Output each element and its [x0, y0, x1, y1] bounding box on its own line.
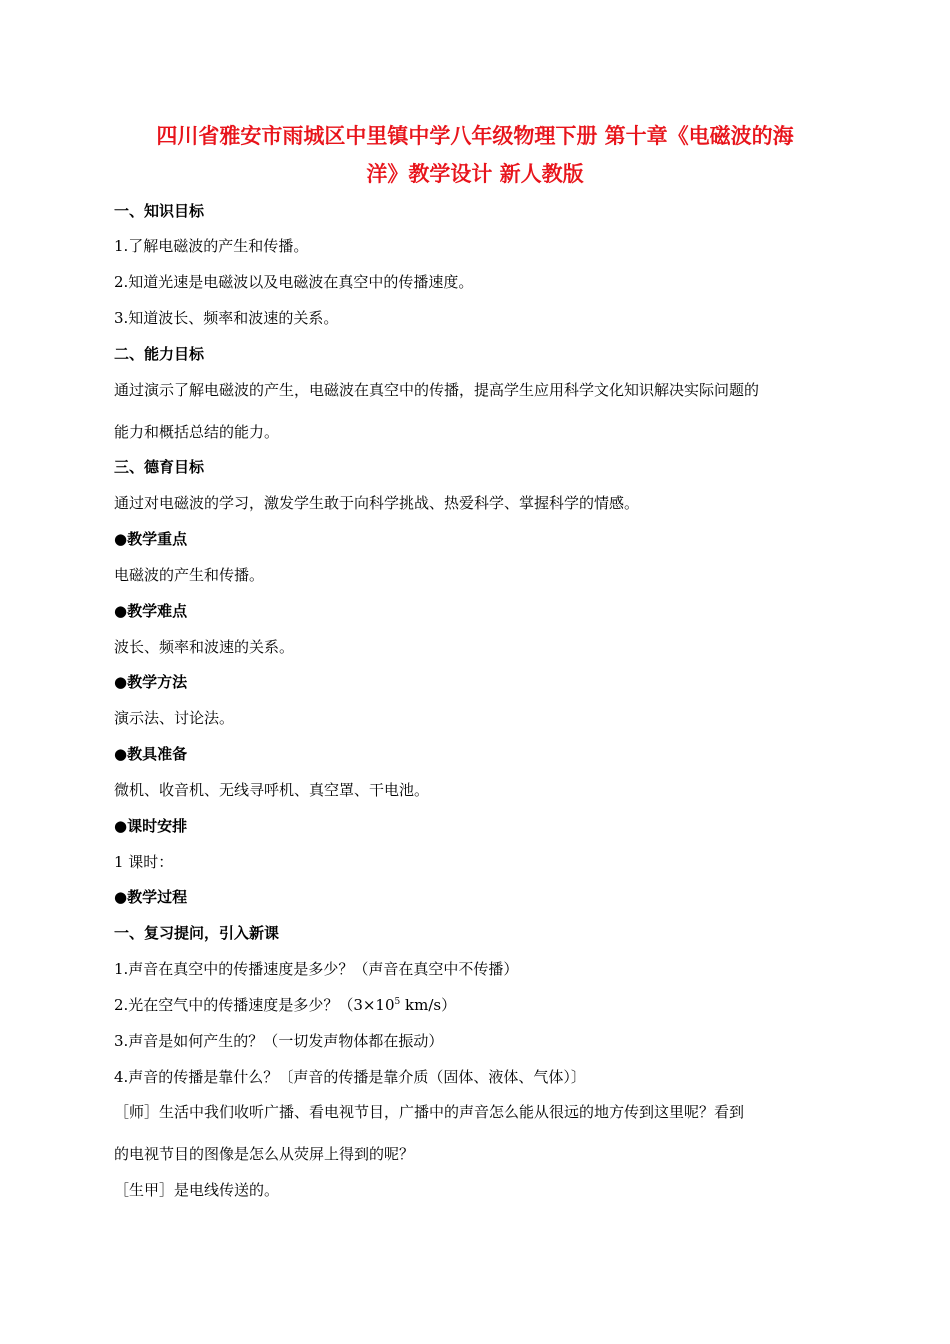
moral-text: 通过对电磁波的学习，激发学生敢于向科学挑战、热爱科学、掌握科学的情感。 — [114, 494, 640, 512]
review-question-2-text: 2.光在空气中的传播速度是多少？（3×10 — [114, 996, 395, 1014]
knowledge-item-1: 1.了解电磁波的产生和传播。 — [114, 237, 309, 255]
method-text: 演示法、讨论法。 — [114, 709, 235, 727]
knowledge-heading: 一、知识目标 — [114, 202, 205, 220]
schedule-heading: ●课时安排 — [114, 817, 188, 835]
tools-text: 微机、收音机、无线寻呼机、真空罩、干电池。 — [114, 781, 430, 799]
knowledge-item-2: 2.知道光速是电磁波以及电磁波在真空中的传播速度。 — [114, 273, 474, 291]
tools-heading: ●教具准备 — [114, 745, 188, 763]
exponent: 5 — [394, 997, 401, 1007]
teacher-remark-line-1: ［师］生活中我们收听广播、看电视节目，广播中的声音怎么能从很远的地方传到这里呢？看到 — [114, 1103, 745, 1121]
knowledge-item-3: 3.知道波长、频率和波速的关系。 — [114, 309, 339, 327]
ability-text-line-2: 能力和概括总结的能力。 — [114, 423, 280, 441]
method-heading: ●教学方法 — [114, 673, 188, 691]
schedule-text: 1 课时： — [114, 853, 174, 871]
ability-heading: 二、能力目标 — [114, 345, 205, 363]
key-point-text: 电磁波的产生和传播。 — [114, 566, 265, 584]
review-question-1: 1.声音在真空中的传播速度是多少？（声音在真空中不传播） — [114, 960, 519, 978]
process-subheading: 一、复习提问，引入新课 — [114, 924, 280, 942]
ability-text-line-1: 通过演示了解电磁波的产生，电磁波在真空中的传播，提高学生应用科学文化知识解决实际问题的 — [114, 381, 760, 399]
difficulty-heading: ●教学难点 — [114, 602, 188, 620]
process-heading: ●教学过程 — [114, 888, 188, 906]
review-question-4: 4.声音的传播是靠什么？〔声音的传播是靠介质（固体、液体、气体）〕 — [114, 1068, 586, 1086]
key-point-heading: ●教学重点 — [114, 530, 188, 548]
review-question-2 — [114, 994, 456, 1016]
teacher-remark-line-2: 的电视节目的图像是怎么从荧屏上得到的呢？ — [114, 1145, 415, 1163]
document-title-line-2: 洋》教学设计 新人教版 — [366, 162, 584, 186]
review-question-2-unit: km/s） — [400, 996, 457, 1014]
difficulty-text: 波长、频率和波速的关系。 — [114, 638, 295, 656]
moral-heading: 三、德育目标 — [114, 458, 205, 476]
student-answer: ［生甲］是电线传送的。 — [114, 1181, 280, 1199]
review-question-3: 3.声音是如何产生的？（一切发声物体都在振动） — [114, 1032, 444, 1050]
document-title-line-1: 四川省雅安市雨城区中里镇中学八年级物理下册 第十章《电磁波的海 — [156, 124, 794, 148]
